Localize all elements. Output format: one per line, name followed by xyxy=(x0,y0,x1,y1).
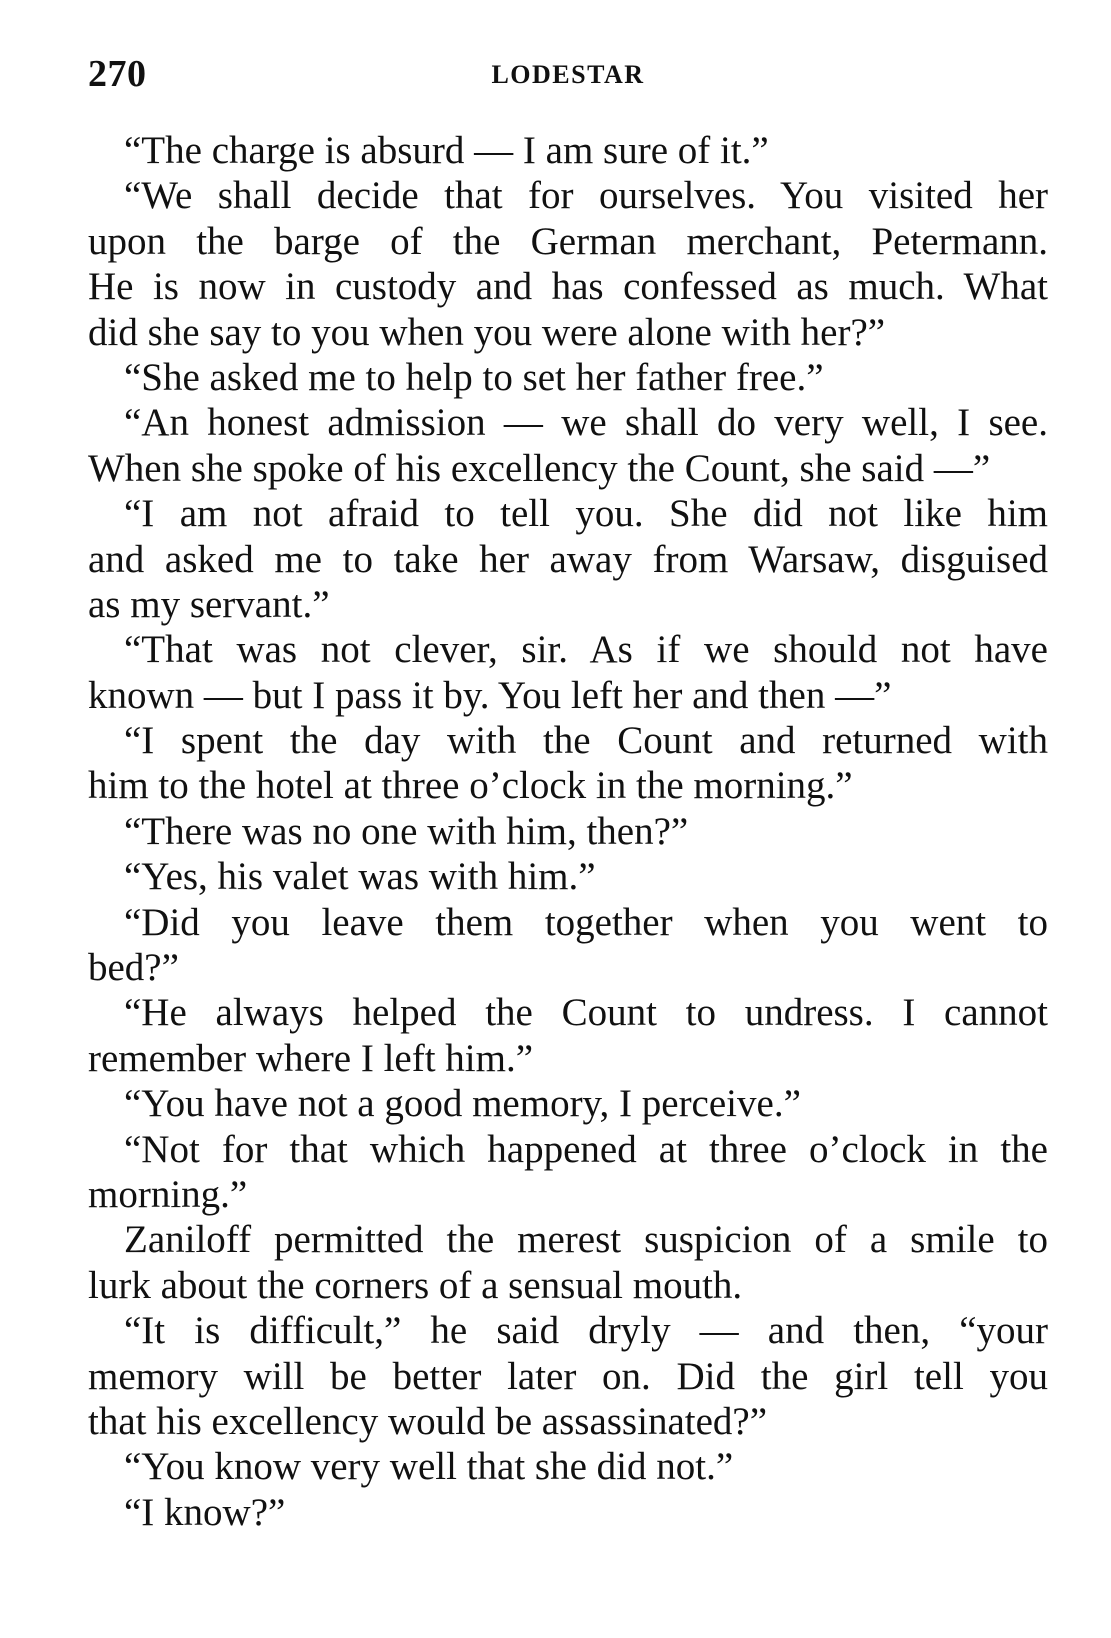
text-line: as my servant.” xyxy=(88,582,330,626)
text-line: did she say to you when you were alone with her?” xyxy=(88,310,886,354)
text-line: memory will be better later on. Did the girl tell you xyxy=(88,1354,1048,1398)
text-line: and asked me to take her away from Warsaw, disguised xyxy=(88,537,1048,581)
text-line: Zaniloff permitted the merest suspicion of a smile to xyxy=(124,1218,1048,1262)
text-line: “I spent the day with the Count and returned with xyxy=(124,719,1048,763)
text-line: “We shall decide that for ourselves. You visited her xyxy=(124,174,1048,218)
text-line: “Yes, his valet was with him.” xyxy=(124,855,596,899)
body-text xyxy=(88,128,1048,1535)
text-line: When she spoke of his excellency the Count, she said —” xyxy=(88,446,991,490)
text-line: “I know?” xyxy=(124,1490,286,1534)
text-line: bed?” xyxy=(88,946,179,990)
text-line: “She asked me to help to set her father free.” xyxy=(124,355,824,399)
text-line: known — but I pass it by. You left her and then —” xyxy=(88,673,892,717)
text-line: “It is difficult,” he said dryly — and then, “your xyxy=(124,1309,1048,1353)
running-head: LODESTAR xyxy=(491,60,645,89)
text-line: “Did you leave them together when you went to xyxy=(124,900,1048,944)
text-line: “You have not a good memory, I perceive.” xyxy=(124,1082,801,1126)
text-line: lurk about the corners of a sensual mouth. xyxy=(88,1263,743,1307)
text-line: “The charge is absurd — I am sure of it.” xyxy=(124,129,769,172)
page-header xyxy=(88,52,1048,102)
text-line: him to the hotel at three o’clock in the morning.” xyxy=(88,764,853,808)
text-line: “An honest admission — we shall do very well, I see. xyxy=(124,401,1048,445)
page-number: 270 xyxy=(88,53,147,95)
text-line: “I am not afraid to tell you. She did not like him xyxy=(124,492,1048,536)
text-line: morning.” xyxy=(88,1172,248,1216)
text-line: that his excellency would be assassinated?” xyxy=(88,1399,768,1443)
text-line: upon the barge of the German merchant, Petermann. xyxy=(88,219,1048,263)
text-line: “Not for that which happened at three o’clock in the xyxy=(124,1127,1048,1171)
text-line: “That was not clever, sir. As if we should not have xyxy=(124,628,1048,672)
text-line: He is now in custody and has confessed as much. What xyxy=(88,265,1048,309)
text-line: remember where I left him.” xyxy=(88,1036,534,1080)
text-line: “He always helped the Count to undress. I cannot xyxy=(124,991,1048,1035)
text-line: “There was no one with him, then?” xyxy=(124,809,689,853)
text-line: “You know very well that she did not.” xyxy=(124,1445,734,1489)
